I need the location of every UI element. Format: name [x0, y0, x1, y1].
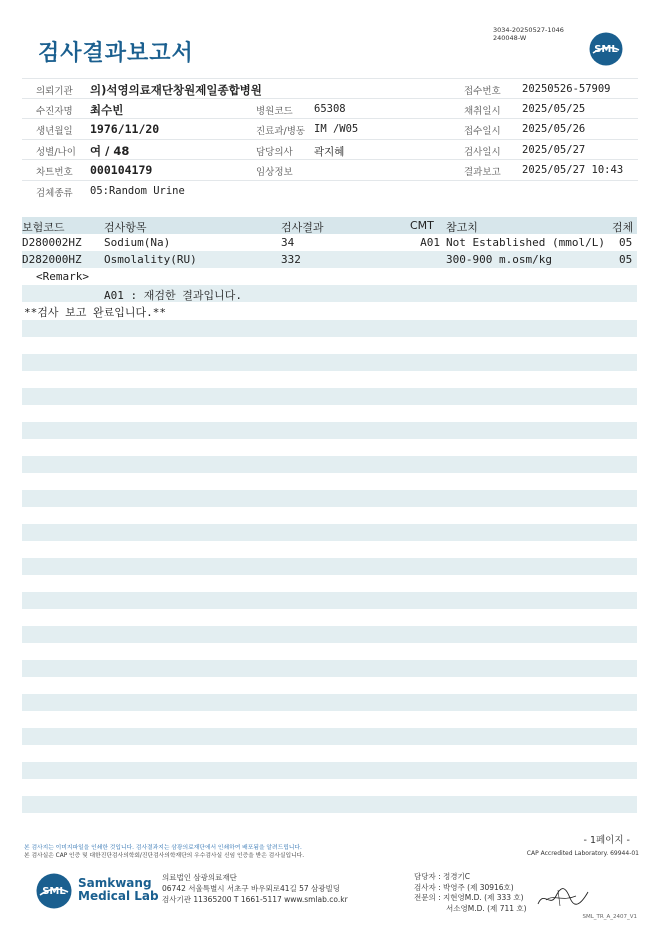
sex-age-value: 여 / 48 — [90, 143, 130, 158]
page-title: 검사결과보고서 — [38, 41, 194, 66]
lab-address — [162, 872, 348, 905]
empty-row — [22, 524, 637, 541]
lab-staff — [414, 872, 527, 914]
remark-row — [22, 268, 637, 285]
row-reference: 300-900 m.osm/kg — [446, 253, 552, 266]
info-row — [22, 78, 638, 99]
dept-value: IM /W05 — [314, 123, 359, 135]
report-date-value: 2025/05/27 10:43 — [522, 164, 624, 176]
remark-label: <Remark> — [36, 270, 89, 283]
footer-note-cap: 본 검사실은 CAP 인증 및 대한진단검사의학회/진단검사의학재단의 우수검사실 신임 인증을 받은 검사실입니다. — [24, 853, 305, 859]
test-date-label: 검사일시 — [464, 146, 501, 158]
row-cmt: A01 — [420, 236, 440, 249]
institution-label: 의뢰기관 — [36, 86, 73, 97]
empty-row — [22, 320, 637, 337]
staff-specialist-1: 전문의 : 지현영M.D. (제 333 호) — [414, 893, 524, 902]
hospital-code-label: 병원코드 — [256, 105, 293, 117]
empty-row — [22, 626, 637, 643]
specimen-value: 05:Random Urine — [90, 184, 185, 197]
doctor-label: 담당의사 — [256, 146, 293, 158]
dept-label: 진료과/병동 — [256, 126, 306, 137]
row-result: 34 — [281, 236, 295, 249]
header-code: 보험코드 — [22, 221, 65, 234]
chart-no-label: 차트번호 — [36, 167, 73, 178]
footer-note-print: 본 검사지는 이미지파일을 인쇄한 것입니다. 검사결과지는 삼광의료재단에서 인쇄하여 배포됨을 알려드립니다. — [24, 845, 302, 851]
empty-row — [22, 762, 637, 779]
table-row — [22, 251, 637, 268]
document-id-line2: 240048-W — [493, 34, 527, 42]
complete-text: **검사 보고 완료입니다.** — [24, 306, 166, 319]
receipt-no-value: 20250526-57909 — [522, 83, 611, 95]
staff-specialist-2: 서소영M.D. (제 711 호) — [446, 903, 527, 913]
receipt-no-label: 접수번호 — [464, 86, 501, 97]
empty-row — [22, 796, 637, 813]
doctor-value: 곽지혜 — [314, 145, 345, 158]
specimen-label: 검체종류 — [36, 187, 73, 199]
document-id-line1: 3034-20250527-1046 — [493, 26, 564, 34]
staff-tester: 검사자 : 박영주 (제 30916호) — [414, 882, 514, 892]
empty-row — [22, 728, 637, 745]
empty-row — [22, 354, 637, 371]
page-number: - 1페이지 - — [583, 835, 630, 846]
brand-name — [78, 877, 159, 903]
sml-logo-text: SML — [594, 44, 618, 55]
brand-line1: Samkwang — [78, 876, 152, 890]
info-row — [22, 140, 638, 161]
empty-row — [22, 388, 637, 405]
patient-info — [22, 78, 638, 201]
empty-row — [22, 490, 637, 507]
row-code: D280002HZ — [22, 236, 82, 249]
hospital-code-value: 65308 — [314, 102, 346, 115]
row-result: 332 — [281, 253, 301, 266]
info-row — [22, 99, 638, 120]
lab-registration: 검사기관 11365200 T 1661-5117 www.smlab.co.kr — [162, 895, 348, 904]
test-date-value: 2025/05/27 — [522, 143, 586, 156]
table-row — [22, 234, 637, 251]
complete-row — [22, 302, 637, 319]
birth-value: 1976/11/20 — [90, 122, 160, 136]
patient-label: 수진자명 — [36, 105, 73, 117]
empty-row — [22, 660, 637, 677]
empty-row — [22, 592, 637, 609]
patient-value: 최수빈 — [90, 102, 124, 117]
birth-label: 생년월일 — [36, 126, 73, 137]
row-code: D282000HZ — [22, 253, 82, 266]
row-specimen: 05 — [619, 253, 633, 266]
results-header-row — [22, 217, 637, 234]
row-item: Osmolality(RU) — [104, 253, 197, 266]
header-cmt: CMT — [410, 219, 434, 232]
row-item: Sodium(Na) — [104, 236, 171, 249]
row-specimen: 05 — [619, 236, 633, 249]
sex-age-label: 성별/나이 — [36, 146, 76, 158]
header-reference: 참고치 — [446, 221, 478, 234]
header-result: 검사결과 — [281, 221, 324, 234]
header-specimen: 검체 — [612, 221, 634, 234]
samkwang-logo — [36, 873, 72, 909]
empty-row — [22, 694, 637, 711]
info-row — [22, 119, 638, 140]
document-id — [493, 26, 564, 42]
clinical-label: 임상정보 — [256, 167, 293, 178]
institution-value: 의)석영의료재단창원제일종합병원 — [90, 83, 262, 97]
remark-text: A01 : 재검한 결과입니다. — [104, 289, 242, 302]
remark-text-row — [22, 285, 637, 302]
results-table — [22, 217, 637, 319]
samkwang-logo-text: SML — [42, 886, 66, 897]
empty-row — [22, 456, 637, 473]
form-id: SML_TR_A_2407_V1 — [582, 914, 637, 920]
chart-no-value: 000104179 — [90, 163, 153, 177]
empty-row — [22, 558, 637, 575]
collect-date-label: 채취일시 — [464, 105, 501, 117]
cap-accreditation: CAP Accredited Laboratory. 69944-01 — [526, 850, 639, 857]
staff-contact: 담당자 : 정경기C — [414, 872, 471, 881]
lab-org: 의료법인 삼광의료재단 — [162, 873, 237, 882]
brand-line2: Medical Lab — [78, 889, 159, 903]
row-reference: Not Established (mmol/L) — [446, 236, 605, 249]
report-date-label: 결과보고 — [464, 167, 501, 178]
info-row — [22, 181, 638, 202]
info-row — [22, 160, 638, 181]
header-item: 검사항목 — [104, 221, 147, 234]
sml-logo — [589, 32, 623, 66]
signature-image — [536, 884, 590, 912]
lab-street: 06742 서울특별시 서초구 바우뫼로41길 57 삼광빌딩 — [162, 884, 341, 893]
empty-rows — [22, 320, 637, 830]
receipt-date-value: 2025/05/26 — [522, 123, 586, 135]
collect-date-value: 2025/05/25 — [522, 102, 586, 115]
empty-row — [22, 422, 637, 439]
receipt-date-label: 접수일시 — [464, 126, 501, 137]
